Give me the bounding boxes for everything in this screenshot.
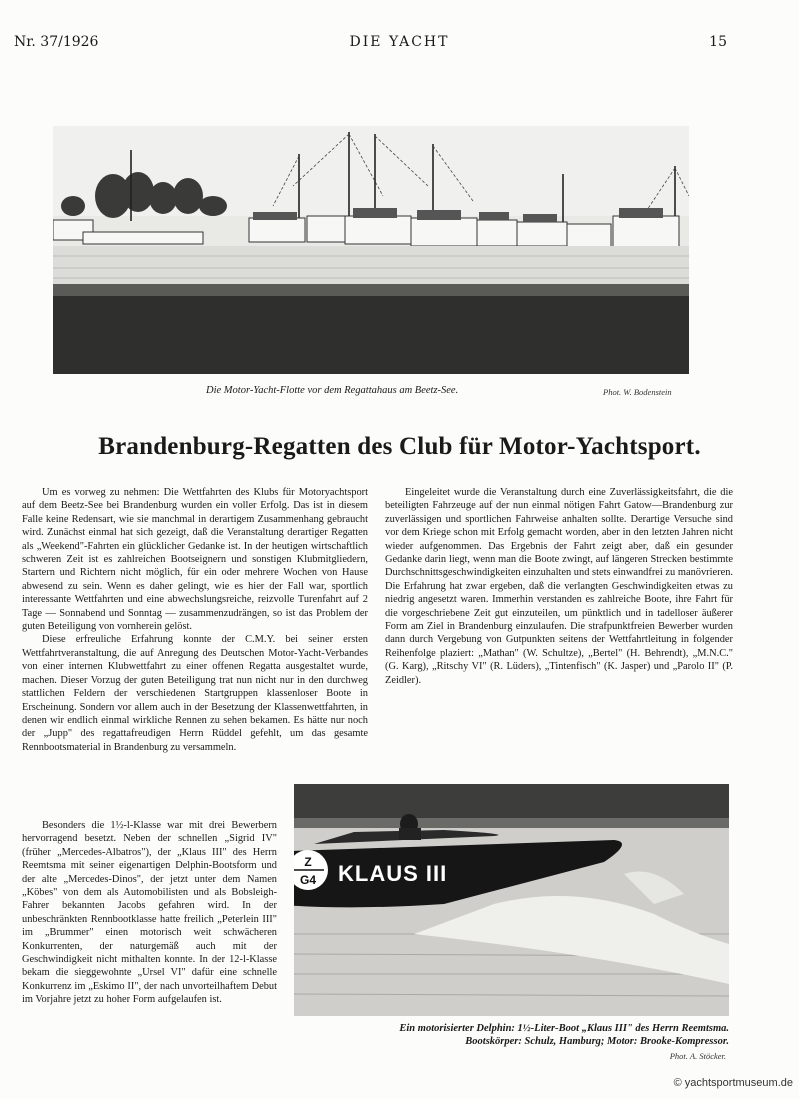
paragraph: Eingeleitet wurde die Veranstaltung durch eine Zuverlässigkeitsfahrt, die die beteiligten Fahrzeuge auf der nun einmal nötigen Fahrt Gatow—Brandenburg zur zuverlässigen und sportlichen Fahrweise anhalten sollte. Derartige Versuche sind vor dem Kriege schon mit Erfolg gemacht worden, aber in den letzten Jahren nicht wieder aufgenommen. Das Ergebnis der Fahrt zeigt aber, daß ein gesunder Gedanke darin liegt, wenn man die Boote zwingt, auf längeren Strecken bestimmte Durchschnittsgeschwindigkeiten einzuhalten und stets einwandfrei zu manövrieren. Die Erfahrung hat zwar ergeben, daß die verlangten Geschwindigkeiten etwas zu niedrig angesetzt waren. Immerhin verstanden es zahlreiche Boote, ihre Fahrt für die vorgeschriebene Zeit gut einzuteilen, um pünktlich und in tadelloser äußerer Form am Ziel in Brandenburg einzulaufen. Die strafpunktfreien Bewerber wurden dann durch Vergebung von Gutpunkten seitens der Wettfahrtleitung in folgender Reihenfolge plaziert: „Mathan" (W. Schultze), „Bertel" (H. Behrendt), „M.N.C." (G. Karg), „Ritschy VI" (R. Lüders), „Tintenfisch" (K. Jasper) und „Parolo II" (P. Zeidler). — [385, 487, 733, 686]
boat-name-lettering: KLAUS III — [338, 861, 448, 886]
article-column-right — [385, 486, 733, 687]
paragraph: Diese erfreuliche Erfahrung konnte der C.M.Y. bei seiner ersten Wettfahrtveranstaltung, die auf Anregung des Deutschen Motor-Yacht-Verbandes von einer internen Klubwettfahrt zu einer offenen Regatta ausgestaltet wurde, machen. Dieser Vorzug der guten Beteiligung trat nun nicht nur in den durchweg stattlichen Feldern der verschiedenen Startgruppen klassenloser Boote in Erscheinung. Sondern vor allem auch in der Besetzung der Klassenwettfahrten, in denen wir endlich einmal wirkliche Rennen zu sehen bekamen. Es hätte nur noch der „Jupp" des regattafreudigen Herrn Rüddel gefehlt, um das gesamte Rennbootsmaterial in Brandenburg zu versammeln. — [22, 634, 368, 753]
paragraph: Um es vorweg zu nehmen: Die Wettfahrten des Klubs für Motoryachtsport auf dem Beetz-See bei Brandenburg wurden ein voller Erfolg. Das ist in diesem Falle keine Redensart, wie sie manchmal in derartigem Zusammenhang gebraucht wird. Zunächst einmal hat sich gezeigt, daß die Veranstaltung derartiger Regatten als „Weekend"-Fahrten ein glücklicher Gedanke ist. In der heutigen wirtschaftlich schweren Zeit ist es zahlreichen Bootseignern und sonstigen Klubmitgliedern, Startern und Richtern nicht möglich, für ein oder mehrere Wochen von Hause abwesend zu sein. Wenn es daher gelingt, wie es hier der Fall war, sportlich interessante Wettfahrten und eine abwechslungsreiche, reizvolle Turenfahrt auf 2 Tage — Sonnabend und Sonntag — zusammenzudrängen, so ist das Problem der guten Beteiligung von vornherein gelöst. — [22, 487, 368, 633]
sail-mark-top: Z — [304, 855, 312, 869]
article-column-left — [22, 486, 368, 754]
watermark: © yachtsportmuseum.de — [673, 1077, 793, 1089]
article-column-left-narrow — [22, 819, 277, 1007]
fleet-photo-credit: Phot. W. Bodenstein — [603, 387, 672, 397]
boat-photo-caption — [294, 1022, 729, 1048]
fleet-photo-caption: Die Motor-Yacht-Flotte vor dem Regattahaus am Beetz-See. — [206, 385, 459, 396]
boat-photo-credit: Phot. A. Stöcker. — [669, 1051, 726, 1061]
boat-caption-line2: Bootskörper: Schulz, Hamburg; Motor: Brooke-Kompressor. — [465, 1036, 729, 1047]
klaus-iii-boat-photo — [294, 784, 729, 1016]
issue-number: Nr. 37/1926 — [14, 34, 99, 50]
boat-caption-line1: Ein motorisierter Delphin: 1½-Liter-Boot „Klaus III" des Herrn Reemtsma. — [399, 1023, 729, 1034]
paragraph: Besonders die 1½-l-Klasse war mit drei Bewerbern hervorragend besetzt. Neben der schnellen „Sigrid IV" (früher „Mercedes-Albatros"), der „Klaus III" des Herrn Reemtsma mit seiner eigenartigen Delphin-Bootsform und der alte „Mercedes-Dinos", der jetzt unter dem Namen „Köbes" von dem als Automobilisten und als Bobsleigh-Fahrer bekannten Jacobs gefahren wird. In der unbeschränkten Rennbootklasse hatte freilich „Peterlein III" im „Brummer" einen motorisch weit schwächeren Konkurrenten, der naturgemäß auch mit der Geschwindigkeit nicht mithalten konnte. In der 12-l-Klasse bekam die sieggewohnte „Ursel VI" dafür eine schnelle Konkurrenz im „Eskimo II", der nach unvorteilhaftem Debut im Vorjahre jetzt zu hoher Form aufgelaufen ist. — [22, 820, 277, 1006]
magazine-title: DIE YACHT — [349, 34, 450, 50]
article-title: Brandenburg-Regatten des Club für Motor-Yachtsport. — [98, 433, 701, 460]
sail-mark-bottom: G4 — [299, 873, 317, 887]
fleet-photo — [53, 126, 689, 374]
page-number: 15 — [709, 34, 727, 50]
